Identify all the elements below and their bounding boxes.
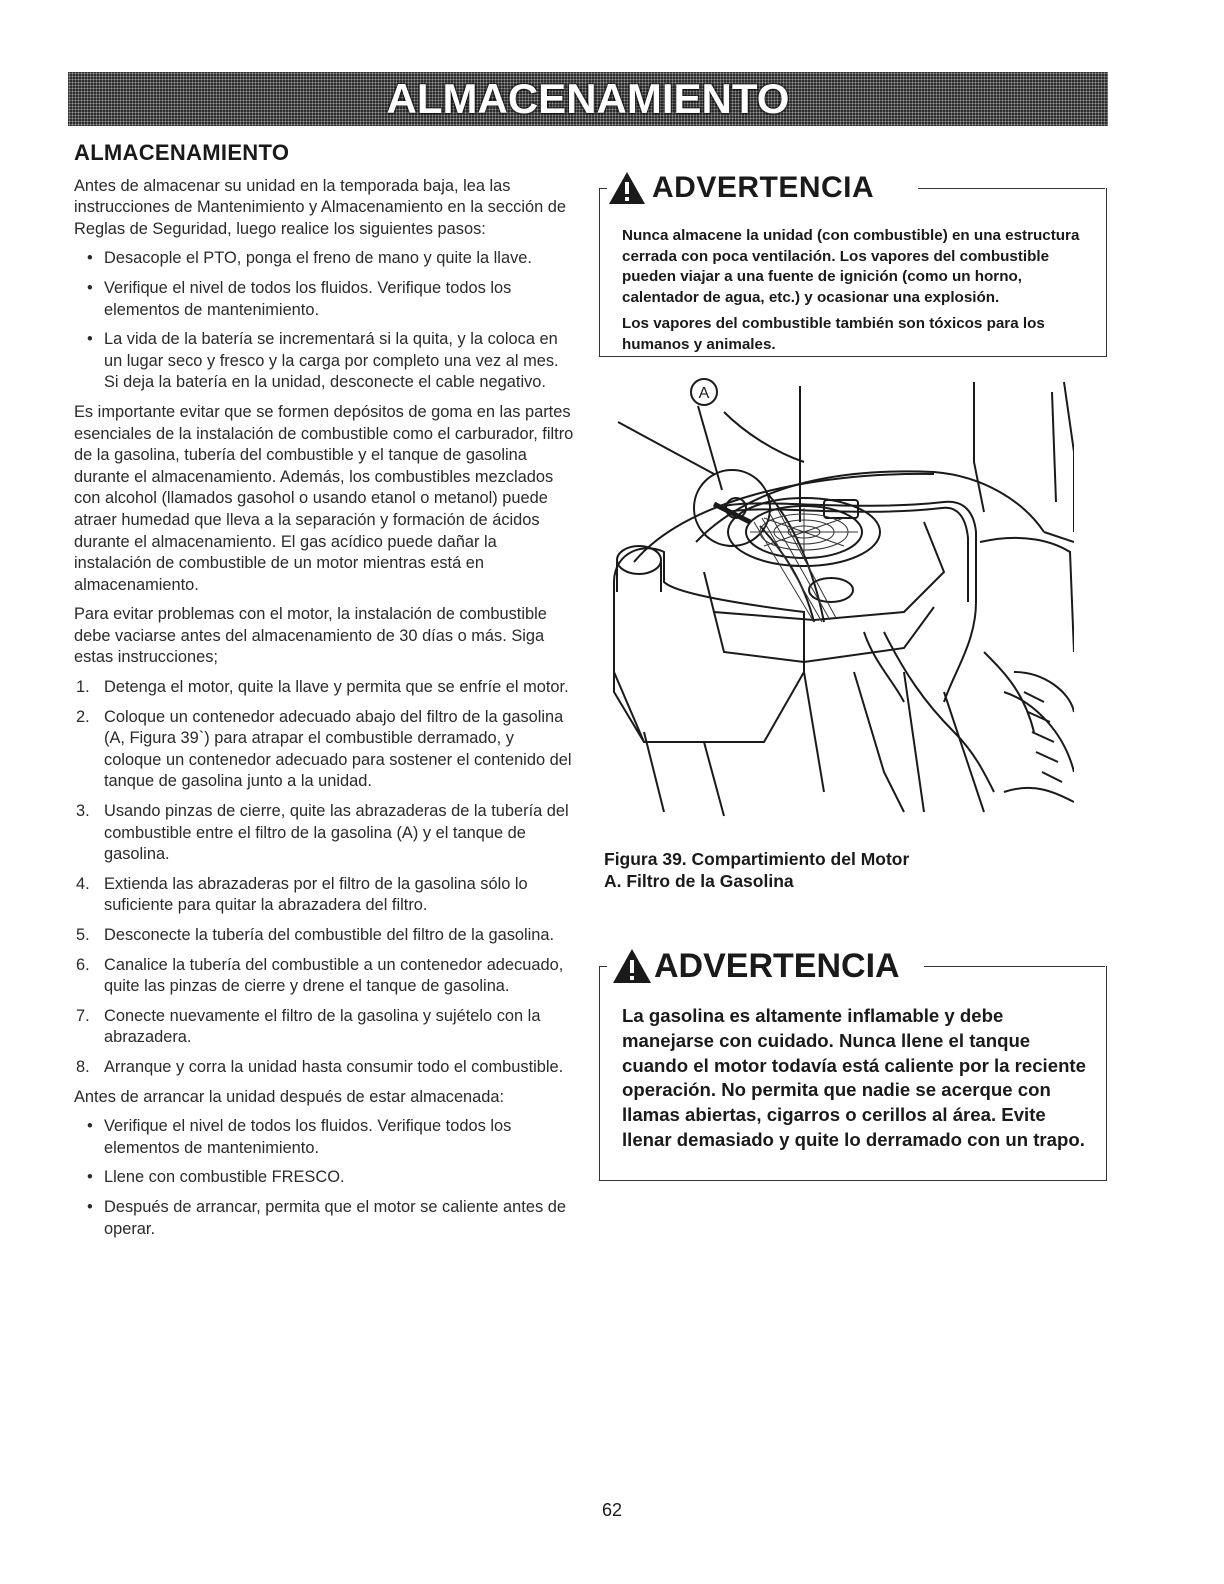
- warning-triangle-icon: [612, 948, 652, 984]
- list-item: • La vida de la batería se incrementará si la quita, y la coloca en un lugar seco y fresco y la carga por completo una vez al mes. Si deja la batería en la unidad, desconecte el cable negativo.: [74, 329, 574, 394]
- step-number: 4.: [76, 874, 90, 893]
- step-text: Extienda las abrazaderas por el filtro de la gasolina sólo lo suficiente para quitar la abrazadera del filtro.: [104, 874, 528, 915]
- page-banner: [68, 72, 1108, 126]
- warning-triangle-icon: [608, 171, 646, 205]
- engine-compartment-figure: [604, 372, 1074, 836]
- list-item: [74, 677, 574, 699]
- list-item: • Verifique el nivel de todos los fluidos. Verifique todos los elementos de mantenimiento.: [74, 278, 574, 321]
- step-text: Arranque y corra la unidad hasta consumir todo el combustible.: [104, 1057, 564, 1076]
- list-item: • Llene con combustible FRESCO.: [74, 1167, 574, 1189]
- list-item: [74, 925, 574, 947]
- list-item: [74, 874, 574, 917]
- warning-top-rule: [599, 966, 607, 967]
- warning-title: ADVERTENCIA: [652, 171, 875, 204]
- step-text: Canalice la tubería del combustible a un contenedor adecuado, quite las pinzas de cierre y drene el tanque de gasolina.: [104, 955, 564, 996]
- step-number: 5.: [76, 926, 90, 944]
- warning-body: [622, 226, 1090, 356]
- after-storage-heading: Antes de arrancar la unidad después de estar almacenada:: [74, 1087, 505, 1106]
- page-number: 62: [601, 1500, 623, 1520]
- warning-header: [612, 945, 908, 987]
- drain-paragraph: Para evitar problemas con el motor, la instalación de combustible debe vaciarse antes del almacenamiento de 30 días o más. Siga estas instrucciones;: [74, 605, 547, 667]
- warning-paragraph: Los vapores del combustible también son tóxicos para los humanos y animales.: [622, 315, 1045, 353]
- step-number: 3.: [76, 802, 90, 821]
- list-item: [74, 955, 574, 998]
- list-item: [74, 1057, 574, 1079]
- step-text: Conecte nuevamente el filtro de la gasolina y sujételo con la abrazadera.: [104, 1006, 541, 1047]
- warning-header: [608, 168, 882, 208]
- warning-top-rule: [924, 966, 1105, 967]
- list-item: • Verifique el nivel de todos los fluidos. Verifique todos los elementos de mantenimiento.: [74, 1116, 574, 1159]
- prep-bullet-list: [74, 248, 574, 394]
- warning-title: ADVERTENCIA: [654, 946, 900, 985]
- drain-steps-list: [74, 677, 574, 1079]
- caption-title: Figura 39. Compartimiento del Motor: [604, 849, 910, 869]
- list-item: • Desacople el PTO, ponga el freno de mano y quite la llave.: [74, 248, 574, 270]
- warning-paragraph: Nunca almacene la unidad (con combustible) en una estructura cerrada con poca ventilación. Los vapores del combustible pueden viajar a una fuente de ignición (como un horno, calentador de agua, etc.) y ocasionar una explosión.: [622, 227, 1080, 306]
- step-text: Coloque un contenedor adecuado abajo del filtro de la gasolina (A, Figura 39`) para atrapar el combustible derramado, y coloque un contenedor adecuado para sostener el contenido del tanque de gasolina junto a la unidad.: [104, 707, 572, 791]
- caption-legend: A. Filtro de la Gasolina: [604, 871, 794, 891]
- list-item: [74, 707, 574, 793]
- step-text: Usando pinzas de cierre, quite las abrazaderas de la tubería del combustible entre el filtro de la gasolina (A) y el tanque de gasolina.: [104, 802, 569, 864]
- step-text: Detenga el motor, quite la llave y permita que se enfríe el motor.: [104, 678, 569, 697]
- callout-label: A: [698, 385, 710, 402]
- section-heading: ALMACENAMIENTO: [74, 140, 290, 165]
- intro-paragraph: Antes de almacenar su unidad en la temporada baja, lea las instrucciones de Mantenimiento y Almacenamiento en la sección de Reglas de Seguridad, luego realice los siguientes pasos:: [74, 176, 566, 238]
- warning-top-rule: [599, 188, 607, 189]
- step-number: 8.: [76, 1057, 90, 1076]
- step-number: 6.: [76, 955, 90, 974]
- gum-deposits-paragraph: Es importante evitar que se formen depósitos de goma en las partes esenciales de la instalación de combustible como el carburador, filtro de la gasolina, tubería del combustible y el tanque de gasolina durante el almacenamiento. Además, los combustibles mezclados con alcohol (llamados gasohol o usando etanol o metanol) puede atraer humedad que lleva a la separación y formación de ácidos durante el almacenamiento. El gas acídico puede dañar la instalación de combustible de un motor mientras está en almacenamiento.: [74, 402, 574, 594]
- step-text: Desconecte la tubería del combustible del filtro de la gasolina.: [104, 926, 555, 944]
- warning-body: [622, 1004, 1094, 1153]
- step-number: 1.: [76, 678, 90, 697]
- warning-top-rule: [918, 188, 1105, 189]
- after-storage-bullet-list: [74, 1116, 574, 1240]
- banner-title: ALMACENAMIENTO: [386, 75, 790, 122]
- step-number: 7.: [76, 1006, 90, 1025]
- list-item: • Después de arrancar, permita que el motor se caliente antes de operar.: [74, 1197, 574, 1240]
- warning-paragraph: La gasolina es altamente inflamable y debe manejarse con cuidado. Nunca llene el tanque cuando el motor todavía está caliente por la reciente operación. No permita que nadie se acerque con llamas abiertas, cigarros o cerillos al área. Evite llenar demasiado y quite lo derramado con un trapo.: [622, 1005, 1086, 1150]
- list-item: [74, 801, 574, 866]
- step-number: 2.: [76, 707, 90, 726]
- storage-section: [74, 142, 574, 1248]
- list-item: [74, 1006, 574, 1049]
- figure-caption: [604, 848, 909, 892]
